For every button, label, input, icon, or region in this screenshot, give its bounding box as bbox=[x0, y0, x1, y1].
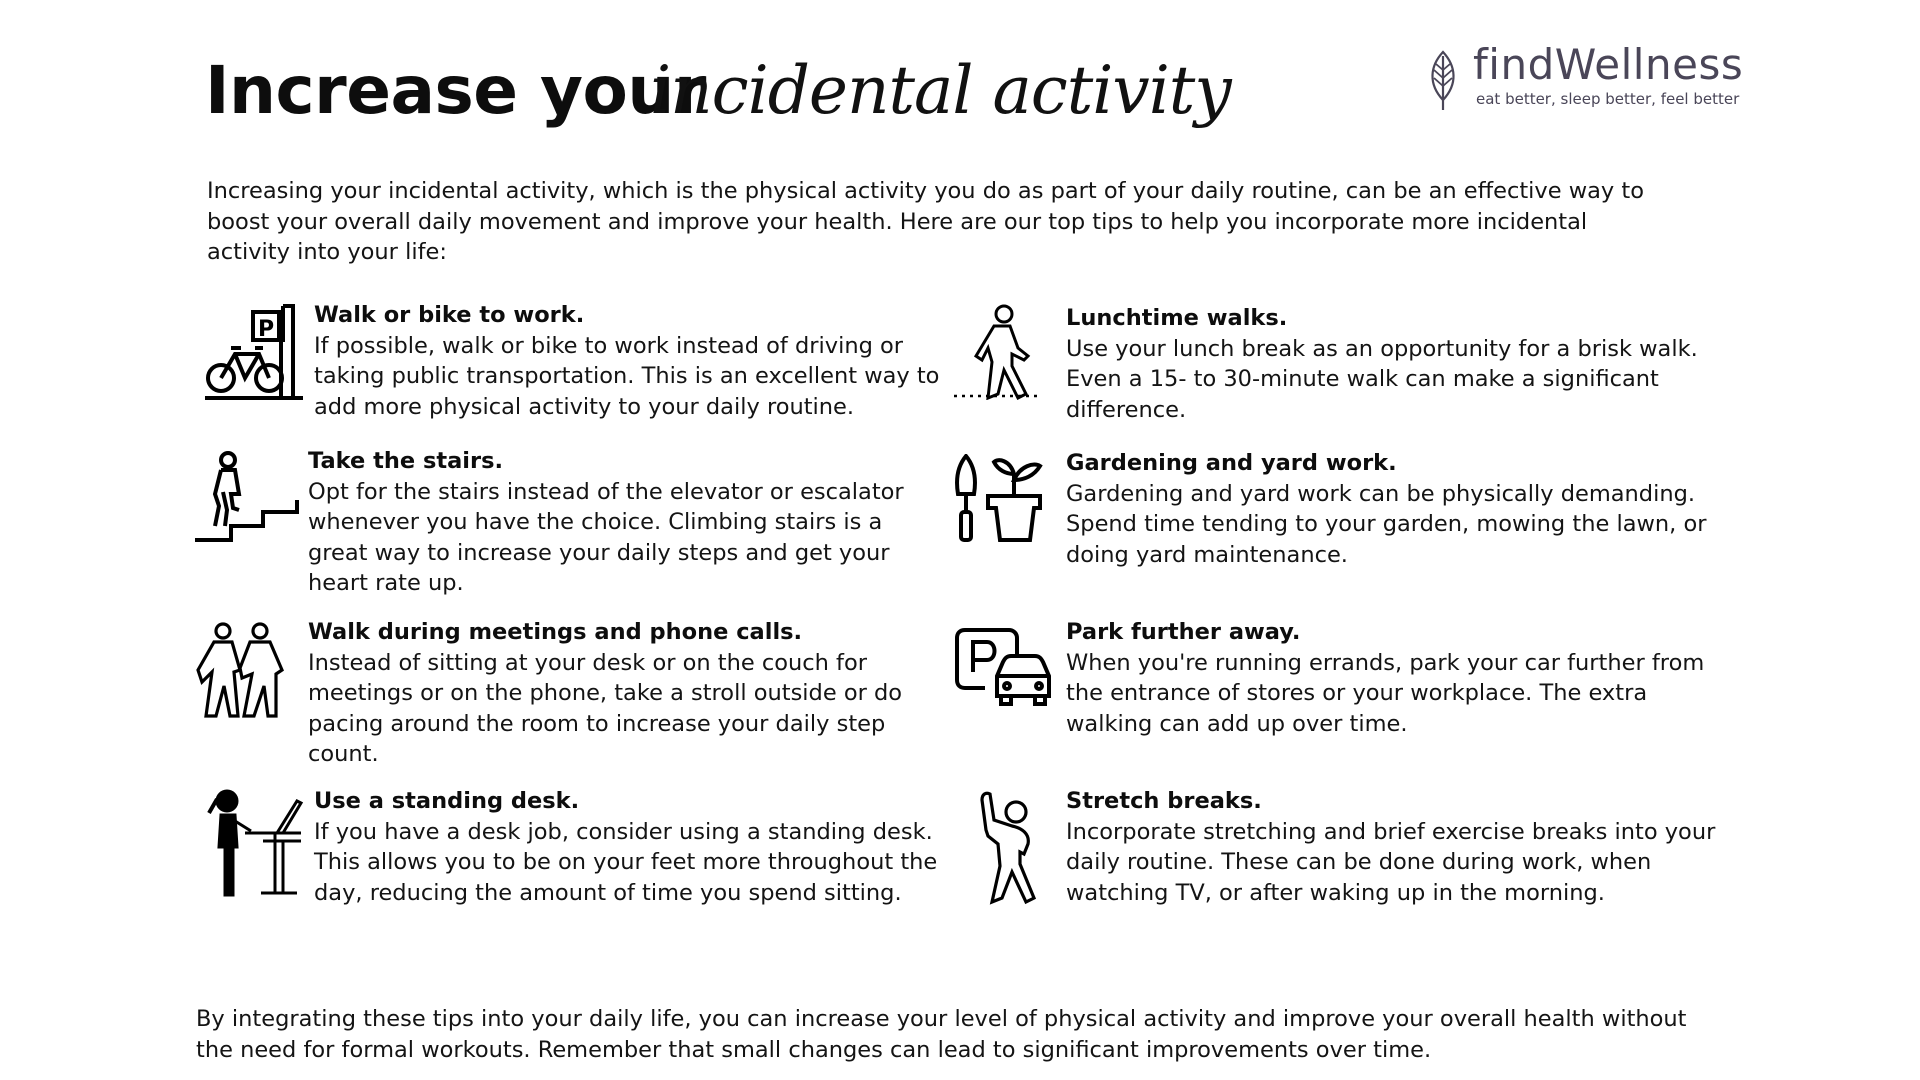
tip-take-the-stairs bbox=[308, 446, 948, 599]
brand-tagline: eat better, sleep better, feel better bbox=[1476, 90, 1740, 108]
bike-parking-icon bbox=[205, 304, 305, 404]
tip-park-further bbox=[1066, 617, 1726, 739]
brand-name: findWellness bbox=[1473, 40, 1744, 89]
tip-body: When you're running errands, park your car further from the entrance of stores or your workplace. The extra walking can add up over time. bbox=[1066, 649, 1705, 737]
tip-body: Opt for the stairs instead of the elevator or escalator whenever you have the choice. Climbing stairs is a great way to increase your daily steps and get your heart rate up. bbox=[308, 478, 904, 596]
gardening-icon bbox=[954, 454, 1049, 544]
tip-body: Use your lunch break as an opportunity for a brisk walk. Even a 15- to 30-minute walk can make a significant difference. bbox=[1066, 335, 1698, 423]
tip-walk-or-bike bbox=[314, 300, 954, 422]
walking-pair-icon bbox=[192, 622, 292, 722]
tip-body: Incorporate stretching and brief exercise breaks into your daily routine. These can be done during work, when watching TV, or after waking up in the morning. bbox=[1066, 818, 1716, 906]
tip-gardening bbox=[1066, 448, 1726, 570]
stairs-icon bbox=[195, 450, 300, 545]
tip-title: Park further away. bbox=[1066, 619, 1301, 645]
tip-title: Gardening and yard work. bbox=[1066, 450, 1397, 476]
brand-logo[interactable] bbox=[1426, 40, 1744, 116]
tip-body: Gardening and yard work can be physically demanding. Spend time tending to your garden, mowing the lawn, or doing yard maintenance. bbox=[1066, 480, 1707, 568]
tip-title: Take the stairs. bbox=[308, 448, 504, 474]
walking-person-icon bbox=[952, 304, 1044, 400]
tip-body: If possible, walk or bike to work instead of driving or taking public transportation. This is an excellent way to add more physical activity to your daily routine. bbox=[314, 332, 940, 420]
leaf-icon bbox=[1426, 50, 1460, 112]
tip-body: If you have a desk job, consider using a standing desk. This allows you to be on your feet more throughout the day, reducing the amount of time you spend sitting. bbox=[314, 818, 938, 906]
standing-desk-icon bbox=[205, 789, 305, 899]
closing-paragraph: By integrating these tips into your daily life, you can increase your level of physical activity and improve your overall health without the need for formal workouts. Remember that small changes can lead to significant improvements over time. bbox=[196, 1006, 1687, 1063]
tip-title: Walk during meetings and phone calls. bbox=[308, 619, 803, 645]
tip-title: Use a standing desk. bbox=[314, 788, 580, 814]
parking-car-icon bbox=[955, 628, 1053, 706]
intro-paragraph: Increasing your incidental activity, which is the physical activity you do as part of your daily routine, can be an effective way to boost your overall daily movement and improve your health. Here are our top tips to help you incorporate more incidental activity into your life: bbox=[207, 178, 1644, 265]
stretching-icon bbox=[972, 790, 1042, 906]
tip-title: Walk or bike to work. bbox=[314, 302, 585, 328]
tip-stretch-breaks bbox=[1066, 786, 1746, 908]
tip-title: Stretch breaks. bbox=[1066, 788, 1262, 814]
svg-text:P: P bbox=[258, 317, 275, 342]
page-title: Increase your bbox=[205, 52, 706, 129]
tip-standing-desk bbox=[314, 786, 964, 908]
tip-walk-during-meetings bbox=[308, 617, 948, 770]
tip-lunchtime-walks bbox=[1066, 303, 1726, 425]
page-title-script: incidental activity bbox=[650, 52, 1231, 129]
tip-title: Lunchtime walks. bbox=[1066, 305, 1288, 331]
tip-body: Instead of sitting at your desk or on the couch for meetings or on the phone, take a stroll outside or do pacing around the room to increase your daily step count. bbox=[308, 649, 903, 767]
